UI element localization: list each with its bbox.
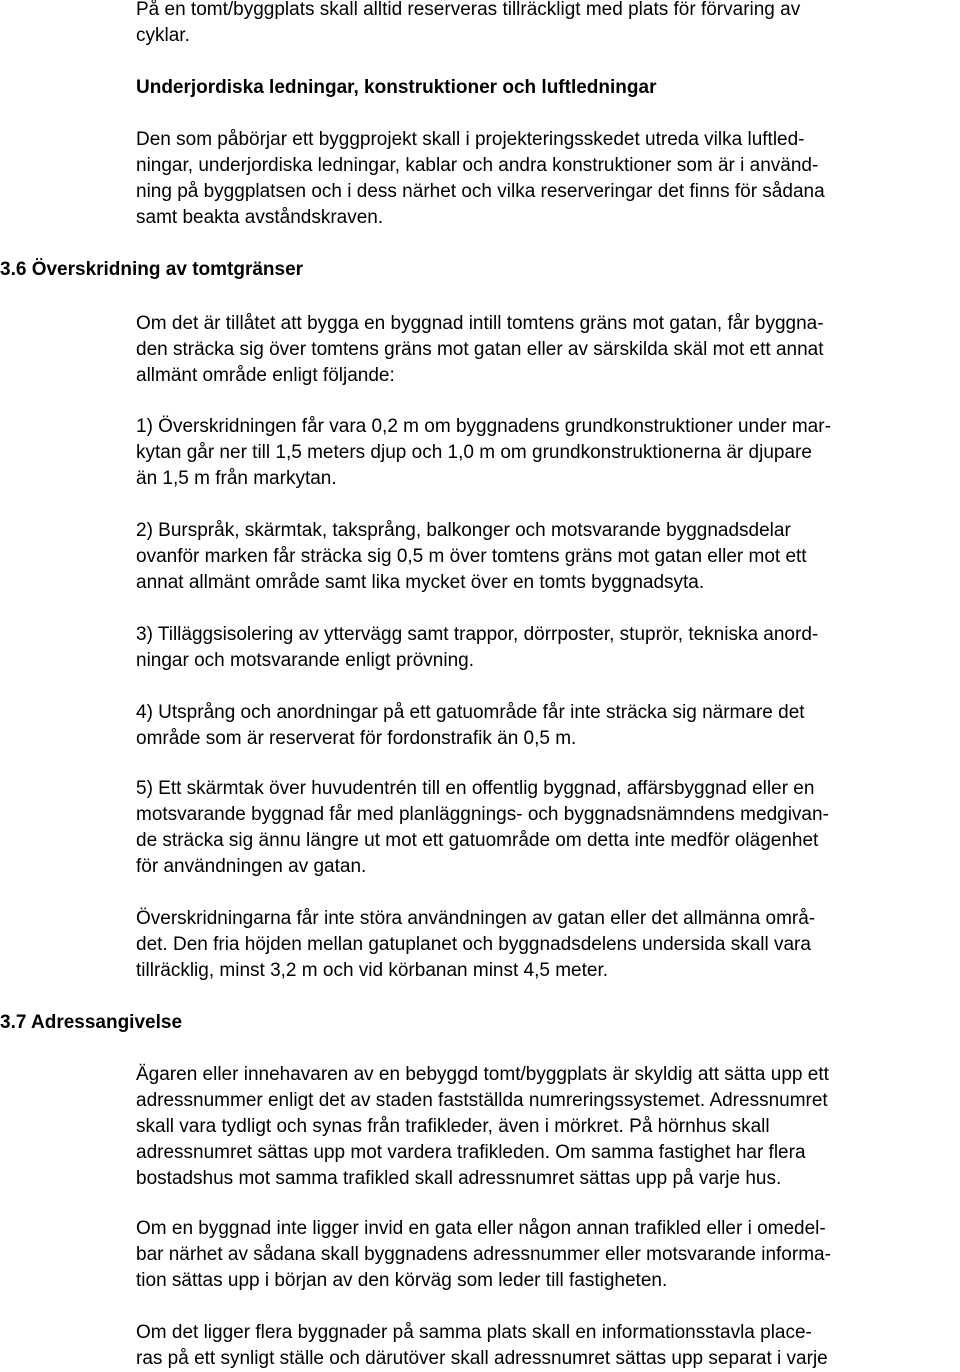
- text-line: adressnummer enligt det av staden fastställda numreringssystemet. Adressnumret: [136, 1090, 828, 1111]
- text-line: tion sättas upp i början av den körväg som leder till fastigheten.: [136, 1270, 668, 1291]
- text-line: än 1,5 m från markytan.: [136, 468, 337, 489]
- text-line: 5) Ett skärmtak över huvudentrén till en offentlig byggnad, affärsbyggnad eller en: [136, 778, 815, 799]
- text-line: 3) Tilläggsisolering av yttervägg samt trappor, dörrposter, stuprör, tekniska anord-: [136, 624, 819, 645]
- text-line: 4) Utsprång och anordningar på ett gatuområde får inte sträcka sig närmare det: [136, 702, 805, 723]
- text-line: område som är reserverat för fordonstrafik än 0,5 m.: [136, 728, 577, 749]
- text-line: samt beakta avståndskraven.: [136, 207, 384, 228]
- text-line: Ägaren eller innehavaren av en bebyggd tomt/byggplats är skyldig att sätta upp ett: [136, 1064, 829, 1085]
- text-line: ovanför marken får sträcka sig 0,5 m över tomtens gräns mot gatan eller mot ett: [136, 546, 807, 567]
- text-line: de sträcka sig ännu längre ut mot ett gatuområde om detta inte medför olägenhet: [136, 830, 819, 851]
- text-line: ningar och motsvarande enligt prövning.: [136, 650, 474, 671]
- text-line: ras på ett synligt ställe och därutöver skall adressnumret sättas upp separat i varje: [136, 1348, 828, 1369]
- subheading: Underjordiska ledningar, konstruktioner och luftledningar: [136, 77, 657, 98]
- text-line: 2) Burspråk, skärmtak, taksprång, balkonger och motsvarande byggnadsdelar: [136, 520, 791, 541]
- text-line: kytan går ner till 1,5 meters djup och 1,0 m om grundkonstruktionerna är djupare: [136, 442, 812, 463]
- text-line: Överskridningarna får inte störa användningen av gatan eller det allmänna områ-: [136, 908, 816, 929]
- text-line: 1) Överskridningen får vara 0,2 m om byggnadens grundkonstruktioner under mar-: [136, 416, 831, 437]
- text-line: motsvarande byggnad får med planläggnings- och byggnadsnämndens medgivan-: [136, 804, 829, 825]
- text-line: Om det är tillåtet att bygga en byggnad intill tomtens gräns mot gatan, får byggna-: [136, 313, 824, 334]
- text-line: ning på byggplatsen och i dess närhet och vilka reserveringar det finns för sådana: [136, 181, 825, 202]
- text-line: bar närhet av sådana skall byggnadens adressnummer eller motsvarande informa-: [136, 1244, 831, 1265]
- text-line: den sträcka sig över tomtens gräns mot gatan eller av särskilda skäl mot ett annat: [136, 339, 824, 360]
- text-line: tillräcklig, minst 3,2 m och vid körbanan minst 4,5 meter.: [136, 960, 609, 981]
- text-line: annat allmänt område samt lika mycket över en tomts byggnadsyta.: [136, 572, 705, 593]
- text-line: skall vara tydligt och synas från trafikleder, även i mörkret. På hörnhus skall: [136, 1116, 770, 1137]
- text-line: På en tomt/byggplats skall alltid reserveras tillräckligt med plats för förvaring av: [136, 0, 801, 20]
- section-heading: 3.6 Överskridning av tomtgränser: [0, 259, 304, 280]
- text-line: cyklar.: [136, 25, 190, 46]
- section-heading: 3.7 Adressangivelse: [0, 1012, 183, 1033]
- text-line: bostadshus mot samma trafikled skall adressnumret sättas upp på varje hus.: [136, 1168, 782, 1189]
- text-line: Den som påbörjar ett byggprojekt skall i projekteringsskedet utreda vilka luftled-: [136, 129, 805, 150]
- text-line: det. Den fria höjden mellan gatuplanet och byggnadsdelens undersida skall vara: [136, 934, 811, 955]
- text-line: allmänt område enligt följande:: [136, 365, 395, 386]
- text-line: ningar, underjordiska ledningar, kablar och andra konstruktioner som är i använd-: [136, 155, 819, 176]
- text-line: för användningen av gatan.: [136, 856, 367, 877]
- text-line: Om en byggnad inte ligger invid en gata eller någon annan trafikled eller i omedel-: [136, 1218, 826, 1239]
- text-line: adressnumret sättas upp mot vardera trafikleden. Om samma fastighet har flera: [136, 1142, 806, 1163]
- text-line: Om det ligger flera byggnader på samma plats skall en informationsstavla place-: [136, 1322, 812, 1343]
